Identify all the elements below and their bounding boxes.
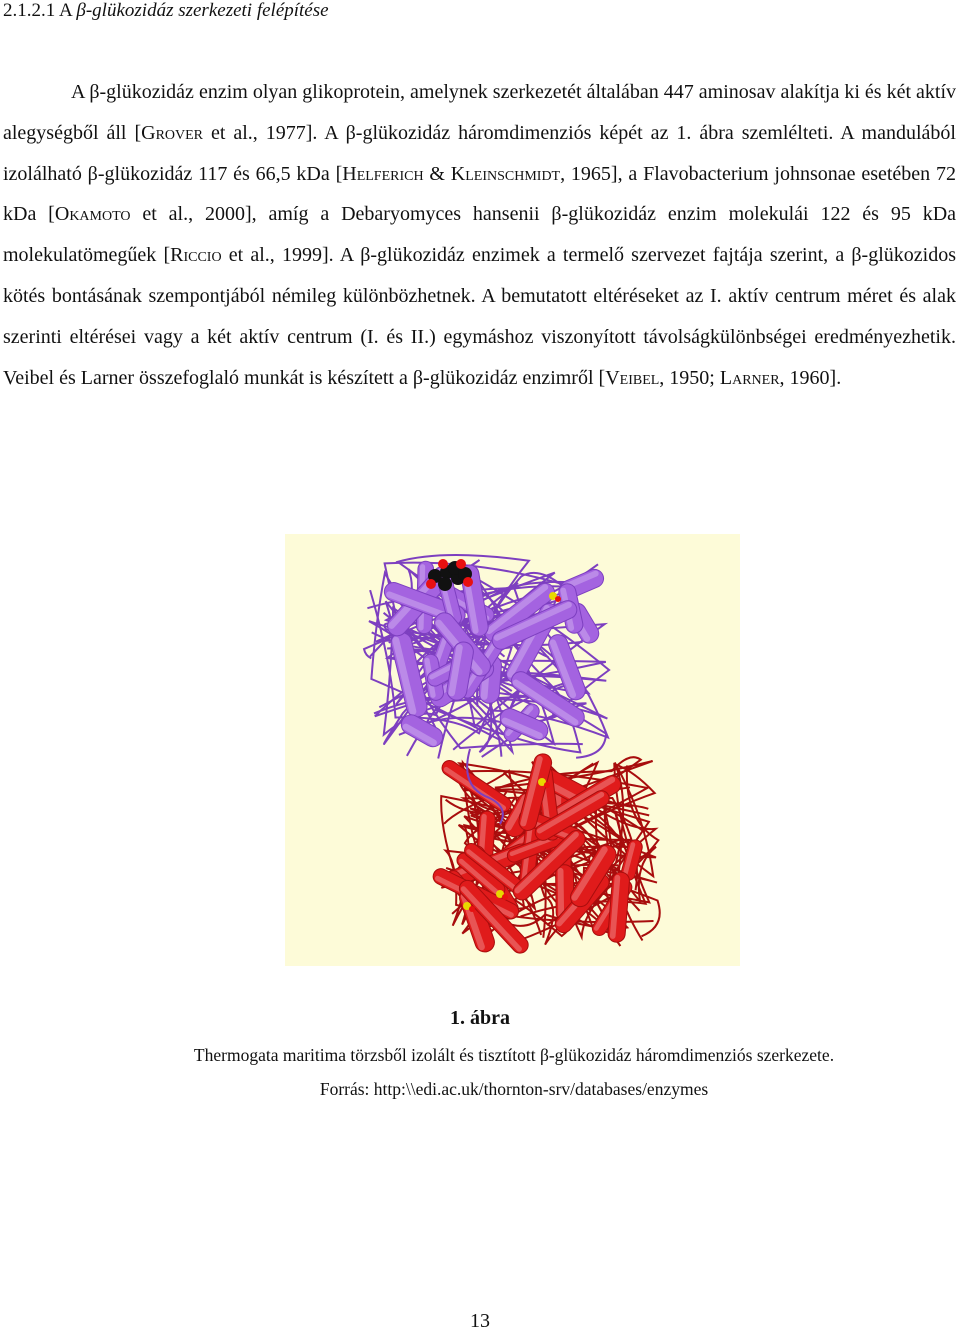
hetero-atom xyxy=(469,906,475,912)
ref-riccio-rest: iccio xyxy=(183,244,222,267)
paragraph-text-1: A β-glükozidáz enzim olyan glikoprotein, amelynek szerkezetét általában 447 aminosav alakítja ki és két aktív alegységből áll [ xyxy=(3,81,956,144)
ligand-atom xyxy=(438,577,452,591)
page-number: 13 xyxy=(470,1310,490,1332)
ref-helferich-rest: elferich xyxy=(356,162,424,185)
ref-larner-initial: L xyxy=(719,366,733,389)
ref-helferich-initial: H xyxy=(342,162,357,185)
ref-veibel-rest: eibel xyxy=(619,366,660,389)
ref-grover-rest: rover xyxy=(155,121,204,144)
subunit-2-helix xyxy=(607,872,630,943)
ref-larner-rest: arner xyxy=(732,366,780,389)
ligand-oxygen-atom xyxy=(456,559,466,569)
figure-caption: Thermogata maritima törzsből izolált és tisztított β-glükozidáz háromdimenziós szerkezete. xyxy=(193,1045,835,1065)
ref-okamoto-rest: kamoto xyxy=(69,203,131,226)
section-heading xyxy=(3,0,329,22)
paragraph-text-8: , 1960]. xyxy=(779,366,842,389)
ligand-oxygen-atom xyxy=(426,579,436,589)
figure-reference: 1. ábra xyxy=(676,121,734,144)
ref-okamoto-initial: O xyxy=(54,203,70,226)
figure-source: Forrás: http:\\edi.ac.uk/thornton-srv/databases/enzymes xyxy=(319,1079,709,1099)
protein-structure-image xyxy=(285,534,740,966)
ref-riccio-initial: R xyxy=(170,244,184,267)
ligand-oxygen-atom xyxy=(438,559,448,569)
figure-label: 1. ábra xyxy=(450,1007,510,1029)
section-number: 2.1.2.1 xyxy=(3,0,56,21)
paragraph-text-6: et al., 1999]. A β-glükozidáz enzimek a termelő szervezet fajtája szerint, a β-glükozidos kötés bontásának szempontjából némileg különbözhetnek. A bemutatott eltéréseket az I. aktív centrum méret és alak szerinti eltérései vagy a két aktív centrum (I. és II.) egymáshoz viszonyított távolságkülönbségei eredményezhetik. Veibel és Larner összefoglaló munkát is készített a β-glükozidáz enzimről [ xyxy=(3,244,956,389)
body-paragraph xyxy=(3,72,956,398)
ligand-oxygen-atom xyxy=(463,577,473,587)
ref-ampersand: & xyxy=(423,162,451,185)
section-title-prefix: A xyxy=(58,0,72,21)
hetero-atom xyxy=(544,782,550,788)
ref-kleinschmidt-rest: leinschmidt xyxy=(465,162,561,185)
paragraph-text-3: szemlélteti. A mandulából izolálható β-glükozidáz 117 és 66,5 kDa [ xyxy=(3,121,956,185)
paragraph-text-5: et al., 2000], amíg a Debaryomyces hansenii β-glükozidáz enzim molekulái 122 és 95 kDa molekulatömegűek [ xyxy=(3,203,957,267)
paragraph-text-4: , 1965], a Flavobacterium johnsonae esetében 72 kDa [ xyxy=(3,162,956,226)
protein-structure-figure xyxy=(285,534,740,966)
paragraph-text-2: et al., 1977]. A β-glükozidáz háromdimenziós képét az xyxy=(203,121,677,144)
section-title-rest: kezeti felépítése xyxy=(208,0,329,21)
section-title-italic: β-glükozidáz szer xyxy=(76,0,209,21)
ref-kleinschmidt-initial: K xyxy=(450,162,466,185)
paragraph-text-7: , 1950; xyxy=(659,366,720,389)
ref-grover-initial: G xyxy=(141,121,156,144)
hetero-atom xyxy=(555,596,561,602)
hetero-atom xyxy=(502,894,508,900)
ref-veibel-initial: V xyxy=(605,366,620,389)
